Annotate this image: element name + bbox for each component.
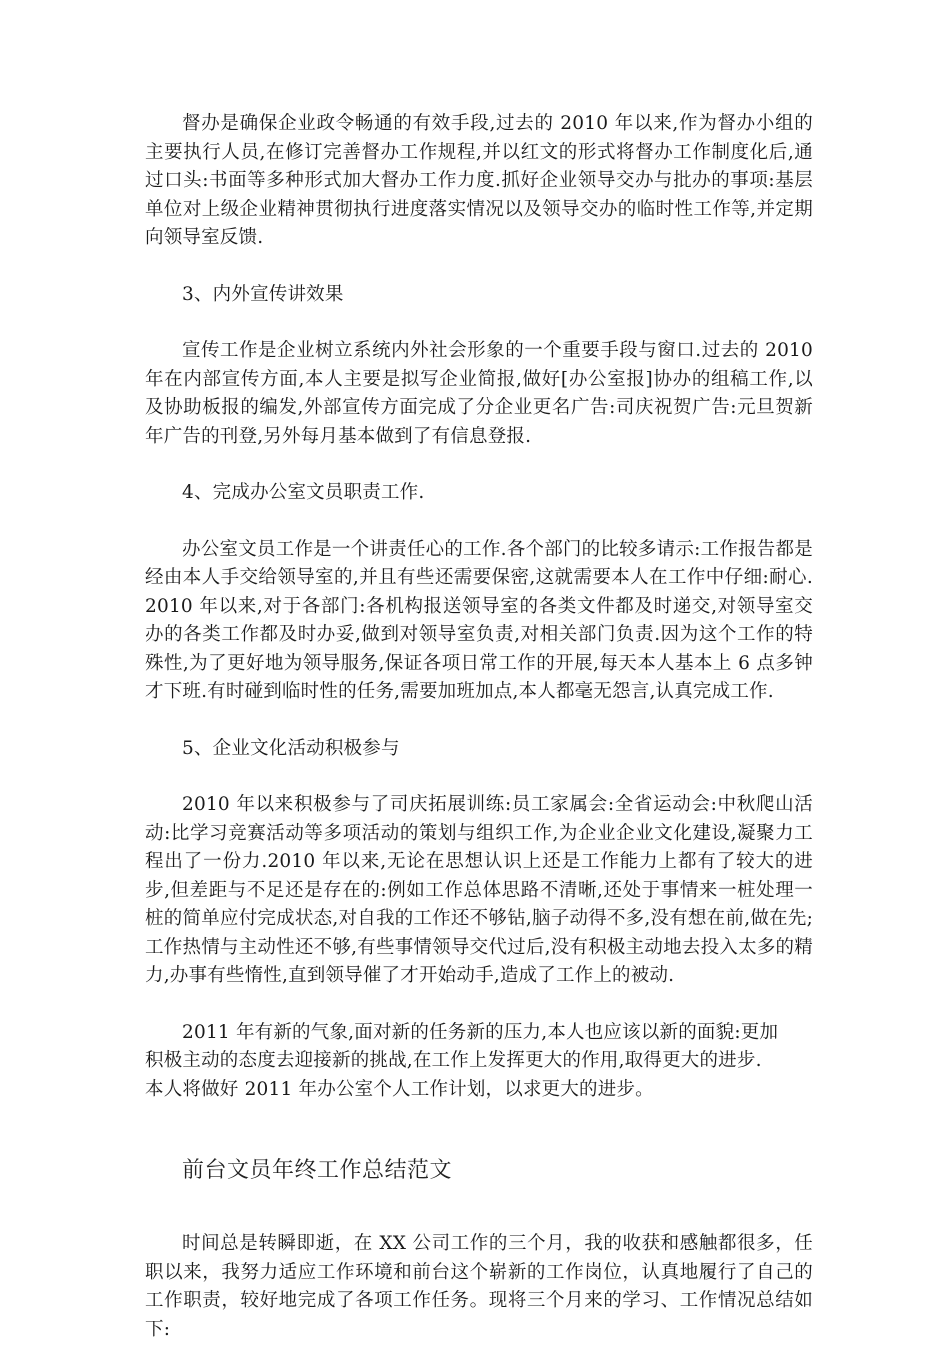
- heading-culture-activities: 5、企业文化活动积极参与: [182, 737, 400, 759]
- plan-line-2: 积极主动的态度去迎接新的挑战,在工作上发挥更大的作用,取得更大的进步.: [145, 1050, 762, 1071]
- paragraph-culture-activities: 2010 年以来积极参与了司庆拓展训练:员工家属会:全省运动会:中秋爬山活动:比学习竞赛活动等多项活动的策划与组织工作,为企业企业文化建设,凝聚力工程出了一份力.2010 年以来,无论在思想认识上还是工作能力上都有了较大的进步,但差距与不足还是存在的:例如工作总体思路不清晰,还处于事情来一桩处理一桩的简单应付完成状态,对自我的工作还不够钻,脑子动得不多,没有想在前,做在先;工作热情与主动性还不够,有些事情领导交代过后,没有积极主动地去投入太多的精力,办事有些惰性,直到领导催了才开始动手,造成了工作上的被动.: [145, 794, 813, 986]
- section-title: 前台文员年终工作总结范文: [182, 1158, 453, 1183]
- plan-line-1: 2011 年有新的气象,面对新的任务新的压力,本人也应该以新的面貌:更加: [182, 1021, 779, 1043]
- plan-line-3: 本人将做好 2011 年办公室个人工作计划，以求更大的进步。: [145, 1078, 654, 1100]
- paragraph-publicity: 宣传工作是企业树立系统内外社会形象的一个重要手段与窗口.过去的 2010 年在内部宣传方面,本人主要是拟写企业简报,做好[办公室报]协办的组稿工作,以及协助板报的编发,外部宣传方面完成了分企业更名广告:司庆祝贺广告:元旦贺新年广告的刊登,另外每月基本做到了有信息登报.: [145, 340, 813, 447]
- paragraph-supervision: 督办是确保企业政令畅通的有效手段,过去的 2010 年以来,作为督办小组的主要执行人员,在修订完善督办工作规程,并以红文的形式将督办工作制度化后,通过口头:书面等多种形式加大督办工作力度.抓好企业领导交办与批办的事项:基层单位对上级企业精神贯彻执行进度落实情况以及领导交办的临时性工作等,并定期向领导室反馈.: [145, 113, 813, 248]
- paragraph-clerk-duties: 办公室文员工作是一个讲责任心的工作.各个部门的比较多请示:工作报告都是经由本人手交给领导室的,并且有些还需要保密,这就需要本人在工作中仔细:耐心.2010 年以来,对于各部门:各机构报送领导室的各类文件都及时递交,对领导室交办的各类工作都及时办妥,做到对领导室负责,对相关部门负责.因为这个工作的特殊性,为了更好地为领导服务,保证各项日常工作的开展,每天本人基本上 6 点多钟才下班.有时碰到临时性的任务,需要加班加点,本人都毫无怨言,认真完成工作.: [145, 538, 813, 702]
- heading-publicity: 3、内外宣传讲效果: [182, 283, 344, 305]
- document-body: [145, 110, 813, 1372]
- paragraph-new-year-plan: [145, 1019, 813, 1105]
- paragraph-front-desk-intro: 时间总是转瞬即逝，在 XX 公司工作的三个月，我的收获和感触都很多，任职以来，我努力适应工作环境和前台这个崭新的工作岗位，认真地履行了自己的工作职责，较好地完成了各项工作任务。现将三个月来的学习、工作情况总结如下:: [145, 1233, 813, 1340]
- heading-clerk-duties: 4、完成办公室文员职责工作.: [182, 482, 425, 503]
